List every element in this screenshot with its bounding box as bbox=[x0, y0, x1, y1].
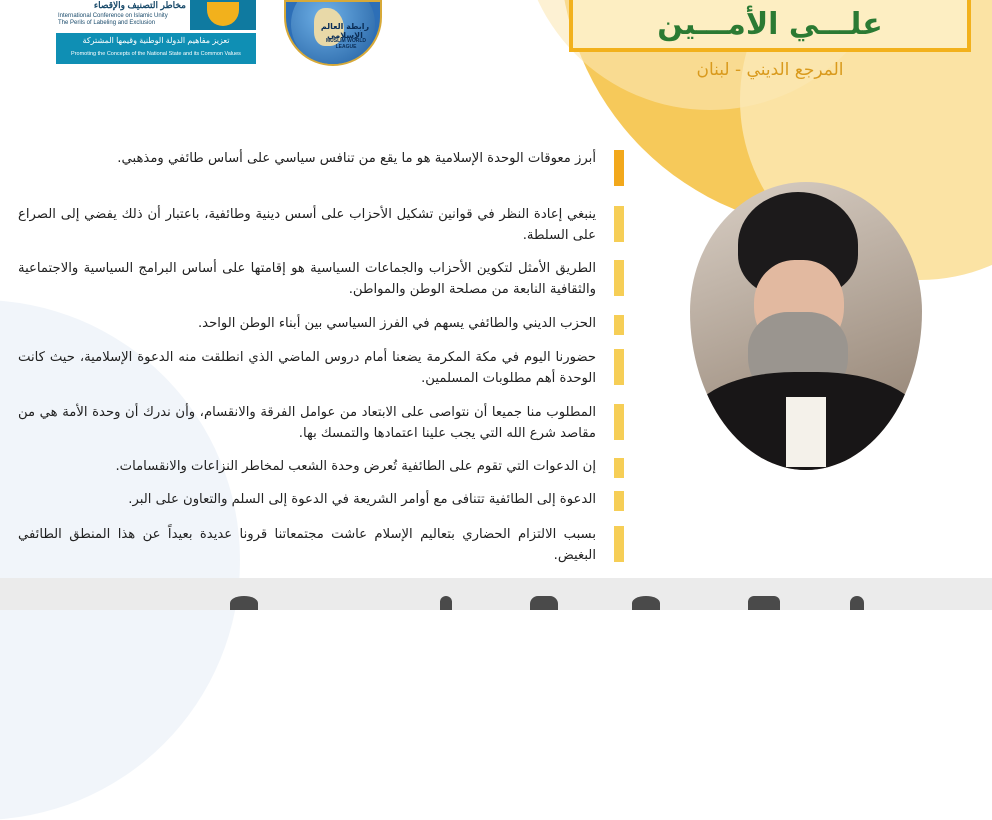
speaker-title: المرجع الديني - لبنان bbox=[696, 60, 844, 80]
league-name-ar: رابطة العالم الإسلامي bbox=[320, 22, 370, 40]
statement-bullet bbox=[614, 349, 624, 385]
statement-text: بسبب الالتزام الحضاري بتعاليم الإسلام عاشت مجتمعاتنا قرونا عديدة بعيداً عن هذا المنطق الطائفي البغيض. bbox=[18, 527, 596, 563]
statement-bullet bbox=[614, 404, 624, 440]
statement-text: حضورنا اليوم في مكة المكرمة يضعنا أمام دروس الماضي الذي انطلقت منه الدعوة الإسلامية، حيث كانت الوحدة أهم مطلوبات المسلمين. bbox=[18, 350, 596, 386]
statement-text: الدعوة إلى الطائفية تتنافى مع أوامر الشريعة في الدعوة إلى السلم والتعاون على البر. bbox=[128, 492, 596, 507]
facebook-icon[interactable] bbox=[440, 596, 452, 610]
statement-bullet bbox=[614, 150, 624, 186]
conference-subtitle-en: Promoting the Concepts of the National State and its Common Values bbox=[71, 51, 241, 57]
statement-text: الطريق الأمثل لتكوين الأحزاب والجماعات السياسية هو إقامتها على أساس البرامج السياسية والاجتماعية والثقافية النابعة من مصلحة الوطن والمواطن. bbox=[18, 261, 596, 297]
speaker-portrait bbox=[690, 182, 922, 470]
statement-text: إن الدعوات التي تقوم على الطائفية تُعرض وحدة الشعب لمخاطر النزاعات والانقسامات. bbox=[115, 459, 596, 474]
statement-text: أبرز معوقات الوحدة الإسلامية هو ما يقع من تنافس سياسي على أساس طائفي ومذهبي. bbox=[117, 151, 596, 166]
statement-bullet bbox=[614, 315, 624, 335]
statement-bullet bbox=[614, 458, 624, 478]
statement-bullet bbox=[614, 206, 624, 242]
statement-text: ينبغي إعادة النظر في قوانين تشكيل الأحزاب على أسس دينية وطائفية، باعتبار أن ذلك يفضي إلى الصراع على السلطة. bbox=[18, 207, 596, 243]
conference-emblem-icon bbox=[190, 0, 256, 30]
speaker-name-box bbox=[569, 0, 971, 52]
statement-bullet bbox=[614, 491, 624, 511]
person-icon[interactable] bbox=[850, 596, 864, 610]
twitter-icon[interactable] bbox=[230, 596, 258, 610]
statement-text: المطلوب منا جميعا أن نتواصى على الابتعاد من عوامل الفرقة والانقسام، وأن ندرك أن وحدة الأمة هي من مقاصد شرع الله التي يجب علينا اعتمادها والتمسك بها. bbox=[18, 405, 596, 441]
conference-subtitle-ar: تعزيز مفاهيم الدولة الوطنية وقيمها المشتركة bbox=[82, 36, 230, 45]
instagram-icon[interactable] bbox=[530, 596, 558, 610]
conference-logo bbox=[56, 0, 256, 64]
speaker-name: علـــي الأمـــين bbox=[657, 6, 883, 42]
muslim-world-league-logo bbox=[284, 0, 382, 66]
statement-text: الحزب الديني والطائفي يسهم في الفرز السياسي بين أبناء الوطن الواحد. bbox=[197, 316, 596, 331]
snapchat-icon[interactable] bbox=[632, 596, 660, 610]
youtube-icon[interactable] bbox=[748, 596, 780, 610]
statement-bullet bbox=[614, 260, 624, 296]
conference-logo-top bbox=[56, 0, 256, 33]
conference-title-en: International Conference on Islamic Unity The Perils of Labeling and Exclusion bbox=[58, 13, 168, 26]
footer-social-bar bbox=[0, 578, 992, 610]
league-name-en: MUSLIM WORLD LEAGUE bbox=[326, 38, 366, 50]
conference-title-ar: مخاطر التصنيف والإقصاء bbox=[93, 0, 186, 10]
statement-bullet bbox=[614, 526, 624, 562]
portrait-collar bbox=[786, 397, 826, 467]
